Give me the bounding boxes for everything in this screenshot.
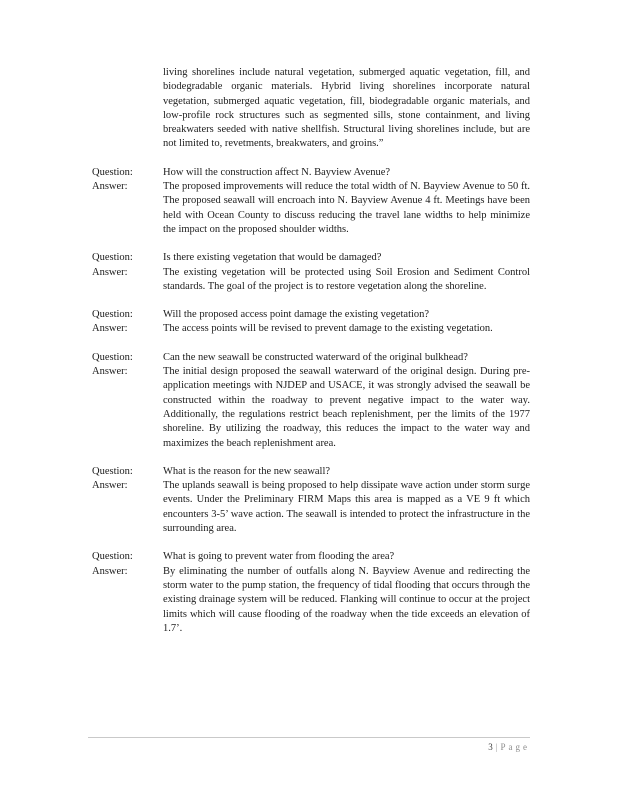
answer-text: The uplands seawall is being proposed to help dissipate wave action under storm surge events. Under the Preliminary FIRM Maps this area is mapped as a VE 9 ft which encounters 3-5’ wave action. The seawall is intended to protect the infrastructure in the surrounding area. — [163, 480, 530, 535]
question-label: Question: — [92, 309, 133, 321]
answer-text: The proposed improvements will reduce the total width of N. Bayview Avenue to 50 ft. The proposed seawall will encroach into N. Bayview Avenue 4 ft. Meetings have been held with Ocean County to discuss reducing the travel lane widths to help minimize the impact on the proposed shoulder widths. — [163, 181, 530, 235]
answer-row — [92, 322, 530, 336]
question-label: Question: — [92, 465, 133, 477]
answer-label: Answer: — [92, 181, 128, 193]
answer-label: Answer: — [92, 266, 128, 278]
question-row — [92, 550, 530, 564]
page-number-value: 3 — [488, 742, 493, 752]
question-label: Question: — [92, 551, 133, 563]
answer-row — [92, 180, 530, 237]
question-row — [92, 465, 530, 479]
question-text: Can the new seawall be constructed waterward of the original bulkhead? — [163, 351, 468, 363]
footer-page-label: Page — [500, 742, 530, 752]
answer-row — [92, 565, 530, 636]
answer-row — [92, 266, 530, 295]
question-row — [92, 251, 530, 265]
question-text: What is the reason for the new seawall? — [163, 465, 331, 477]
answer-row — [92, 365, 530, 451]
qa-block — [92, 251, 530, 294]
question-row — [92, 166, 530, 180]
qa-block — [92, 550, 530, 636]
question-row — [92, 351, 530, 365]
answer-label: Answer: — [92, 480, 128, 492]
question-row — [92, 308, 530, 322]
qa-block — [92, 465, 530, 536]
continuation-paragraph: living shorelines include natural vegetation, submerged aquatic vegetation, fill, and biodegradable organic materials. Hybrid living shorelines incorporate natural vegetation, submerged aquatic vegetation, fill, biodegradable organic materials, and low-profile rock structures such as segmented sills, stone containment, and living breakwaters seeded with native shellfish. Structural living shorelines include, but are not limited to, revetments, breakwaters, and groins.” — [163, 67, 530, 150]
answer-label: Answer: — [92, 366, 128, 378]
question-text: Will the proposed access point damage the existing vegetation? — [163, 309, 430, 321]
qa-block — [92, 308, 530, 337]
answer-label: Answer: — [92, 323, 128, 335]
qa-block — [92, 166, 530, 237]
answer-text: By eliminating the number of outfalls along N. Bayview Avenue and redirecting the storm water to the pump station, the frequency of tidal flooding that occurs through the existing drainage system will be reduced. Flanking will continue to occur at the project limits which will cause flooding of the roadway when the tide exceeds an elevation of 1.7’. — [163, 565, 530, 634]
question-text: How will the construction affect N. Bayview Avenue? — [163, 166, 391, 178]
footer-separator: | — [495, 742, 498, 752]
answer-row — [92, 479, 530, 536]
answer-label: Answer: — [92, 565, 128, 577]
page-number-area — [88, 738, 530, 752]
answer-text: The existing vegetation will be protected using Soil Erosion and Sediment Control standards. The goal of the project is to restore vegetation along the shoreline. — [163, 266, 530, 292]
question-text: What is going to prevent water from flooding the area? — [163, 551, 395, 563]
answer-text: The access points will be revised to prevent damage to the existing vegetation. — [163, 323, 493, 335]
qa-list — [92, 166, 530, 636]
question-label: Question: — [92, 252, 133, 264]
page-footer — [88, 737, 530, 752]
qa-block — [92, 351, 530, 451]
question-label: Question: — [92, 351, 133, 363]
answer-text: The initial design proposed the seawall waterward of the original design. During pre-application meetings with NJDEP and USACE, it was strongly advised the seawall be constructed within the roadway to prevent negative impact to the water way. Additionally, the regulations restrict beach replenishment, per the limits of the 1977 shoreline. By utilizing the roadway, this reduces the impact to the water way and maximizes the beach replenishment area. — [163, 366, 530, 449]
question-label: Question: — [92, 166, 133, 178]
document-content — [92, 66, 530, 650]
question-text: Is there existing vegetation that would be damaged? — [163, 252, 382, 264]
